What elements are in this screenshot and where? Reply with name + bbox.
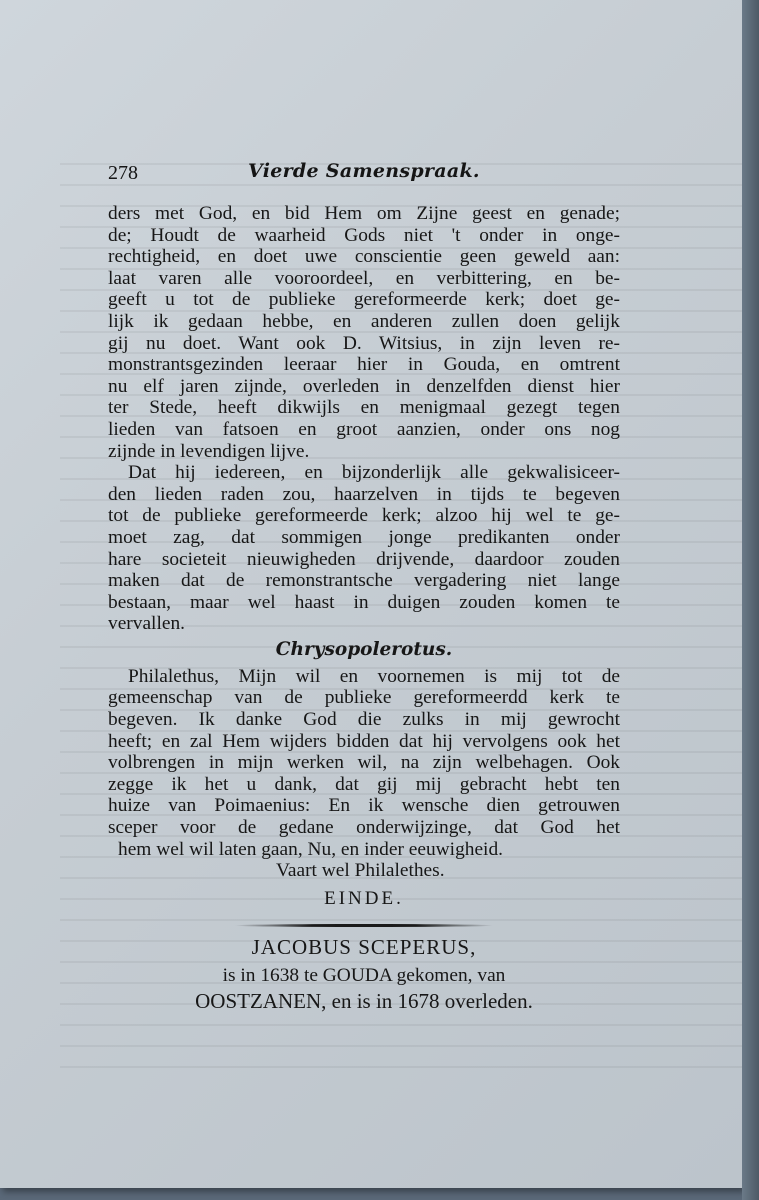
decorative-rule	[234, 924, 494, 927]
text-line: geeft u tot de publieke gereformeerde kerk; doet ge-	[108, 289, 620, 311]
text-line: laat varen alle vooroordeel, en verbittering, en be-	[108, 267, 620, 289]
text-line: zegge ik het u dank, dat gij mij gebracht hebt ten	[108, 773, 620, 795]
running-head: Vierde Samenspraak.	[248, 160, 480, 182]
text-line: bestaan, maar wel haast in duigen zouden komen te	[108, 591, 620, 613]
text-line: lieden van fatsoen en groot aanzien, onder ons nog	[108, 418, 620, 440]
text-line: moet zag, dat sommigen jonge predikanten onder	[108, 526, 620, 548]
text-line: gij nu doet. Want ook D. Witsius, in zijn leven re-	[108, 332, 620, 354]
text-line: rechtigheid, en doet uwe conscientie geen geweld aan:	[108, 246, 620, 268]
page-edge	[742, 0, 759, 1200]
text-line: nu elf jaren zijnde, overleden in denzelfden dienst hier	[108, 375, 620, 397]
text-line: de; Houdt de waarheid Gods niet 't onder in onge-	[108, 224, 620, 246]
text-line: huize van Poimaenius: En ik wensche dien getrouwen	[108, 795, 620, 817]
text-line: tot de publieke gereformeerde kerk; alzoo hij wel te ge-	[108, 505, 620, 527]
text-line: volbrengen in mijn werken wil, na zijn welbehagen. Ook	[108, 752, 620, 774]
colophon-line: is in 1638 te GOUDA gekomen, van	[222, 964, 506, 986]
text-line: begeven. Ik danke God die zulks in mij gewrocht	[108, 709, 620, 731]
text-line: den lieden raden zou, haarzelven in tijds te begeven	[108, 483, 620, 505]
text-line: ter Stede, heeft dikwijls en menigmaal gezegt tegen	[108, 397, 620, 419]
page-number: 278	[108, 162, 138, 184]
text-line: sceper voor de gedane onderwijzinge, dat God het	[108, 817, 620, 839]
farewell-line: Vaart wel Philalethes.	[276, 860, 445, 882]
colophon-line: OOSTZANEN, en is in 1678 overleden.	[195, 988, 533, 1013]
text-line: hem wel wil laten gaan, Nu, en inder eeuwigheid.	[118, 838, 503, 860]
text-line: ders met God, en bid Hem om Zijne geest en genade;	[108, 203, 620, 224]
text-line: heeft; en zal Hem wijders bidden dat hij vervolgens ook het	[108, 730, 620, 752]
paragraph-2	[108, 462, 620, 635]
text-line: zijnde in levendigen lijve.	[108, 440, 310, 462]
paragraph-1	[108, 203, 620, 462]
speaker-heading: Chrysopolerotus.	[275, 638, 453, 660]
text-line: hare societeit nieuwigheden drijvende, daardoor zouden	[108, 548, 620, 570]
text-line: lijk ik gedaan hebbe, en anderen zullen doen gelijk	[108, 310, 620, 332]
text-line: gemeenschap van de publieke gereformeerdd kerk te	[108, 687, 620, 709]
einde-heading: EINDE.	[324, 887, 404, 909]
text-line: maken dat de remonstrantsche vergadering niet lange	[108, 570, 620, 592]
text-line: Philalethus, Mijn wil en voornemen is mij tot de	[128, 665, 620, 687]
paragraph-3	[108, 666, 620, 860]
text-line: vervallen.	[108, 613, 185, 635]
page-header	[108, 160, 628, 190]
colophon-name: JACOBUS SCEPERUS,	[251, 934, 477, 959]
text-line: monstrantsgezinden leeraar hier in Gouda, en omtrent	[108, 354, 620, 376]
text-line: Dat hij iedereen, en bijzonderlijk alle gekwalisiceer-	[128, 462, 620, 484]
body-text	[108, 203, 620, 1021]
